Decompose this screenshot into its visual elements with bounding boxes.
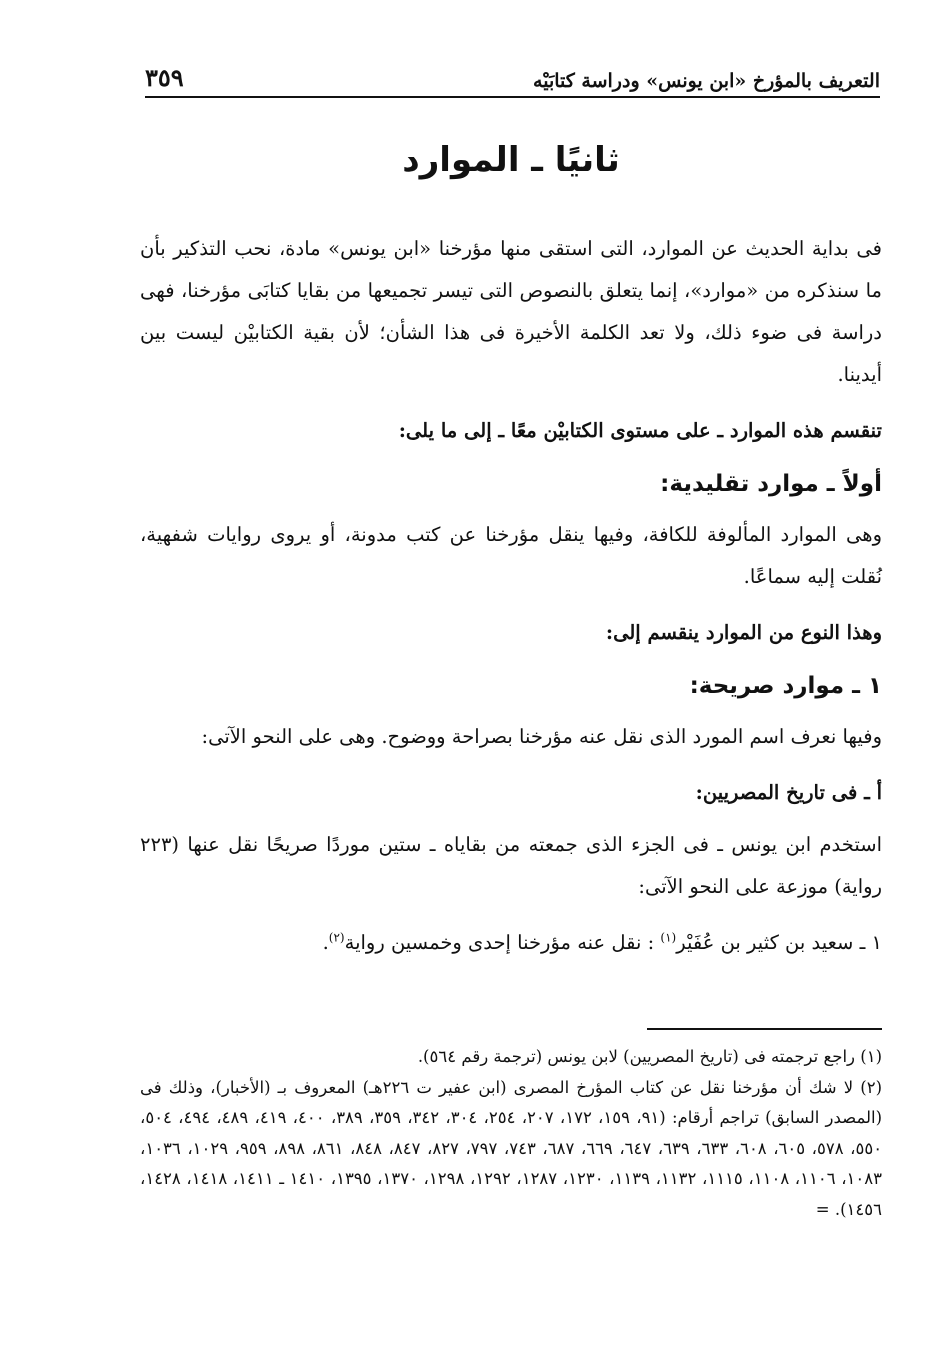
footnotes [140,1028,882,1225]
type-lead: وهذا النوع من الموارد ينقسم إلى: [605,621,882,644]
list-item [140,922,882,964]
running-title: التعريف بالمؤرخ «ابن يونس» ودراسة كتابَيْه [533,70,880,92]
item-name: ١ ـ سعيد بن كثير بن عُفَيْر [676,931,882,954]
footnote-ref[interactable]: (١) [660,930,677,945]
item-end: . [322,931,329,954]
page-number: ٣٥٩ [145,63,184,92]
division-lead: تنقسم هذه الموارد ـ على مستوى الكتابيْن معًا ـ إلى ما يلى: [398,419,882,442]
footnote-ref[interactable]: (٢) [328,930,345,945]
page-body [140,140,882,964]
explicit-heading: ١ ـ موارد صريحة: [689,673,882,699]
intro-paragraph: فى بداية الحديث عن الموارد، التى استقى منها مؤرخنا «ابن يونس» مادة، نحب التذكير بأن ما سنذكره من «موارد»، إنما يتعلق بالنصوص التى تيسر تجميعها من بقايا كتابَى مؤرخنا، فهى دراسة فى ضوء ذلك، ولا تعد الكلمة الأخيرة فى هذا الشأن؛ لأن بقية الكتابيْن ليست بين أيدينا. [140,237,882,386]
footnote-1: (١) راجع ترجمته فى (تاريخ المصريين) لابن يونس (ترجمة رقم ٥٦٤). [417,1047,882,1066]
egyptians-heading: أ ـ فى تاريخ المصريين: [695,781,882,804]
section-title: ثانيًا ـ الموارد [402,140,620,180]
first-paragraph: وهى الموارد المألوفة للكافة، وفيها ينقل مؤرخنا عن كتب مدونة، أو يروى روايات شفهية، نُقلت إليه سماعًا. [140,523,882,588]
first-heading: أولاً ـ موارد تقليدية: [660,471,882,497]
footnote-divider [647,1028,882,1030]
egyptians-paragraph: استخدم ابن يونس ـ فى الجزء الذى جمعته من بقاياه ـ ستين موردًا صريحًا نقل عنها (٢٢٣ رواية) موزعة على النحو الآتى: [140,833,882,898]
footnote-2: (٢) لا شك أن مؤرخنا نقل عن كتاب المؤرخ المصرى (ابن عفير ت ٢٢٦هـ) المعروف بـ (الأخبار)، وذلك فى (المصدر السابق) تراجم أرقام: (٩١، ١٥٩، ١٧٢، ٢٠٧، ٢٥٤، ٣٠٤، ٣٤٢، ٣٥٩، ٣٨٩، ٤٠٠، ٤١٩، ٤٨٩، ٤٩٤، ٥٠٤، ٥٥٠، ٥٧٨، ٦٠٥، ٦٠٨، ٦٣٣، ٦٣٩، ٦٤٧، ٦٦٩، ٦٨٧، ٧٤٣، ٧٩٧، ٨٢٧، ٨٤٧، ٨٤٨، ٨٦١، ٨٩٨، ٩٥٩، ١٠٢٩، ١٠٣٦، ١٠٨٣، ١١٠٦، ١١٠٨، ١١١٥، ١١٣٢، ١١٣٩، ١٢٣٠، ١٢٨٧، ١٢٩٢، ١٢٩٨، ١٣٧٠، ١٣٩٥، ١٤١٠ ـ ١٤١١، ١٤١٨، ١٤٢٨، ١٤٥٦). = [140,1077,883,1219]
page-header [145,52,880,98]
item-text: : نقل عنه مؤرخنا إحدى وخمسين رواية [344,931,655,954]
explicit-paragraph: وفيها نعرف اسم المورد الذى نقل عنه مؤرخنا بصراحة ووضوح. وهى على النحو الآتى: [201,725,882,748]
